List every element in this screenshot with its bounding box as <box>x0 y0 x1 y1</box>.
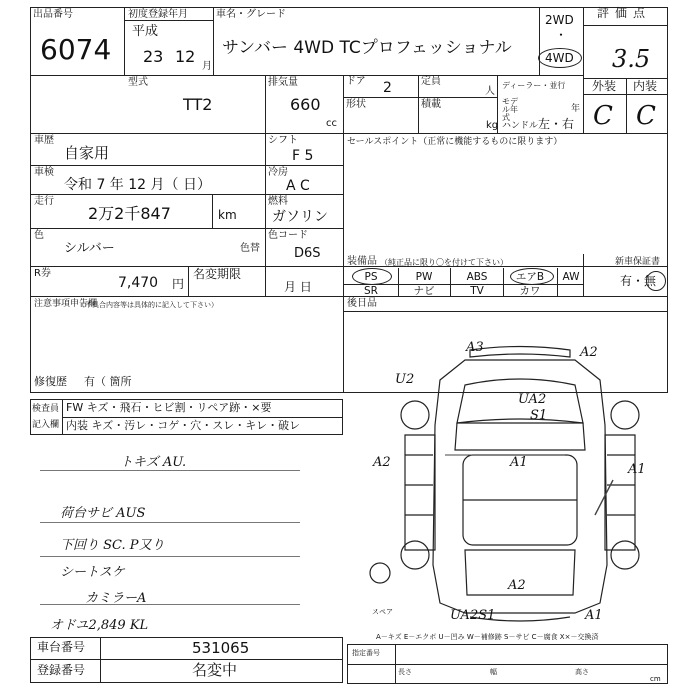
model-label: 型式 <box>128 77 148 88</box>
mark-a2-bottom: A2 <box>508 578 526 593</box>
repair-value: 有（ 箇所 <box>84 375 132 388</box>
equipment-label: 装備品 <box>347 256 377 267</box>
chassis-value: 531065 <box>192 639 250 657</box>
height-label: 高さ <box>575 668 589 676</box>
reg-number-value: 名変中 <box>192 661 238 679</box>
score-value: 3.5 <box>612 45 651 73</box>
width-label: 幅 <box>490 668 497 676</box>
inspection-value: 令和 7 年 12 月（ 日） <box>64 177 211 193</box>
mileage-label: 走行 <box>34 196 54 207</box>
warranty-label: 新車保証書 <box>615 257 661 267</box>
equip-ps-circle <box>352 268 392 285</box>
recycle-label: R券 <box>34 268 51 279</box>
equip-navi: ナビ <box>413 285 435 297</box>
inspection-label: 車検 <box>34 167 54 178</box>
equip-pw: PW <box>415 271 433 283</box>
displacement-unit: cc <box>326 118 337 129</box>
load-label: 積載 <box>421 99 441 110</box>
note-line-5: カミラーA <box>85 591 147 606</box>
history-label: 車歴 <box>34 135 54 146</box>
color-label: 色 <box>34 230 44 241</box>
door-value: 2 <box>383 80 392 96</box>
year-unit: 年 <box>571 104 581 114</box>
damage-legend: A－キズ E－エクボ U－凹み W－補修跡 S－サビ C－腐食 X×－交換済 <box>376 633 599 641</box>
sales-label: セールスポイント（正常に機能するものに限ります） <box>347 137 563 147</box>
mark-ua2s1: UA2S1 <box>450 608 496 623</box>
mileage-value: 2万2千847 <box>88 204 171 223</box>
dealer-label: ディーラー・並行 <box>502 81 566 90</box>
capacity-unit: 人 <box>485 86 495 97</box>
shift-label: シフト <box>268 135 298 146</box>
mark-ua2: UA2 <box>518 392 547 407</box>
handle-value: 左・右 <box>538 117 575 131</box>
note-line-1: トキズ AU. <box>120 455 187 470</box>
mark-s1: S1 <box>530 408 548 423</box>
interior-grade: C <box>636 101 656 131</box>
recycle-unit: 円 <box>172 277 185 291</box>
equip-airbag-circle <box>510 268 554 285</box>
mark-u2: U2 <box>395 372 415 387</box>
fuel-value: ガソリン <box>272 209 328 225</box>
exterior-grade: C <box>593 101 613 131</box>
color-code-label: 色コード <box>268 230 308 241</box>
mark-a3: A3 <box>466 340 484 355</box>
note-line-4: シートスケ <box>60 565 125 580</box>
ac-value: A C <box>286 178 310 194</box>
damage-diagram <box>345 335 665 633</box>
inspector-sub-label: 記入欄 <box>32 420 60 430</box>
mark-a2-left: A2 <box>373 455 391 470</box>
spare-label: スペア <box>372 608 393 616</box>
length-label: 長さ <box>398 668 412 676</box>
load-unit: kg <box>486 120 499 131</box>
first-reg-label: 初度登録年月 <box>128 9 188 20</box>
reg-number-label: 登録番号 <box>37 663 86 677</box>
model-year-label: モデル年式 <box>502 97 518 122</box>
mark-a1-center: A1 <box>510 455 528 470</box>
recycle-value: 7,470 <box>118 275 159 291</box>
exterior-label: 外装 <box>592 79 617 93</box>
note-line-2: 荷台サビ AUS <box>60 506 146 521</box>
repair-label: 修復歴 <box>34 375 67 388</box>
inspection-row-2: 内装 キズ・汚レ・コゲ・穴・スレ・キレ・破レ <box>66 419 301 432</box>
name-change-label: 名変期限 <box>193 267 242 281</box>
equip-leather: カワ <box>519 285 541 297</box>
cm-unit: cm <box>650 675 661 683</box>
chassis-label: 車台番号 <box>37 640 86 654</box>
lot-number: 6074 <box>40 33 112 66</box>
equipment-sub: （純正品に限り〇を付けて下さい） <box>380 258 508 267</box>
name-change-date: 月 日 <box>284 280 312 294</box>
drive-4wd: 4WD <box>545 51 574 65</box>
month-unit: 月 <box>202 61 212 72</box>
ac-label: 冷房 <box>268 167 288 178</box>
equip-ps: PS <box>364 271 378 283</box>
car-name: サンバー 4WD TCプロフェッショナル <box>222 38 512 58</box>
mark-a1-bottom: A1 <box>585 608 603 623</box>
equip-aw: AW <box>562 271 580 283</box>
equip-airbag: エアB <box>515 271 545 283</box>
warranty-circle <box>646 271 666 291</box>
warranty-value: 有・無 <box>620 274 657 288</box>
mark-a1-right: A1 <box>628 462 646 477</box>
door-label: ドア <box>346 76 366 87</box>
shape-label: 形状 <box>346 99 366 110</box>
capacity-label: 定員 <box>421 76 441 87</box>
fuel-label: 燃料 <box>268 196 288 207</box>
shift-value: F 5 <box>292 148 314 164</box>
color-code-value: D6S <box>294 246 321 261</box>
displacement-label: 排気量 <box>268 77 298 88</box>
drive-2wd: 2WD <box>545 13 574 27</box>
model-value: TT2 <box>183 95 213 114</box>
rear-items-label: 後日品 <box>347 298 377 309</box>
mark-a2-top: A2 <box>580 345 598 360</box>
handle-label: ハンドル <box>502 121 539 131</box>
lot-label: 出品番号 <box>33 9 73 20</box>
era-value: 平成 <box>132 24 159 39</box>
mileage-unit: km <box>218 208 237 222</box>
note-line-6: オドユ2,849 KL <box>50 618 149 633</box>
displacement-value: 660 <box>290 95 321 114</box>
equip-tv: TV <box>470 285 484 297</box>
dealer-cert-label: 指定番号 <box>352 649 380 657</box>
note-line-3: 下回り SC. P又り <box>60 538 165 553</box>
reg-year: 23 <box>143 47 164 66</box>
interior-label: 内装 <box>633 79 658 93</box>
color-value: シルバー <box>64 241 115 256</box>
notes-sub: （不具合内容等は具体的に記入して下さい） <box>78 301 218 309</box>
name-label: 車名・グレード <box>216 9 286 20</box>
equip-sr: SR <box>364 285 378 297</box>
drive-dot: ・ <box>555 28 568 42</box>
inspector-label: 検査員 <box>32 404 60 414</box>
notes-label: 注意事項申告欄 <box>34 299 98 309</box>
history-value: 自家用 <box>64 144 110 162</box>
equip-abs: ABS <box>466 271 488 283</box>
color-change-label: 色替 <box>240 243 260 254</box>
score-label: 評価点 <box>597 6 652 20</box>
reg-month: 12 <box>175 47 196 66</box>
inspection-row-1: FW キズ・飛石・ヒビ割・リペア跡・×要 <box>66 401 272 414</box>
